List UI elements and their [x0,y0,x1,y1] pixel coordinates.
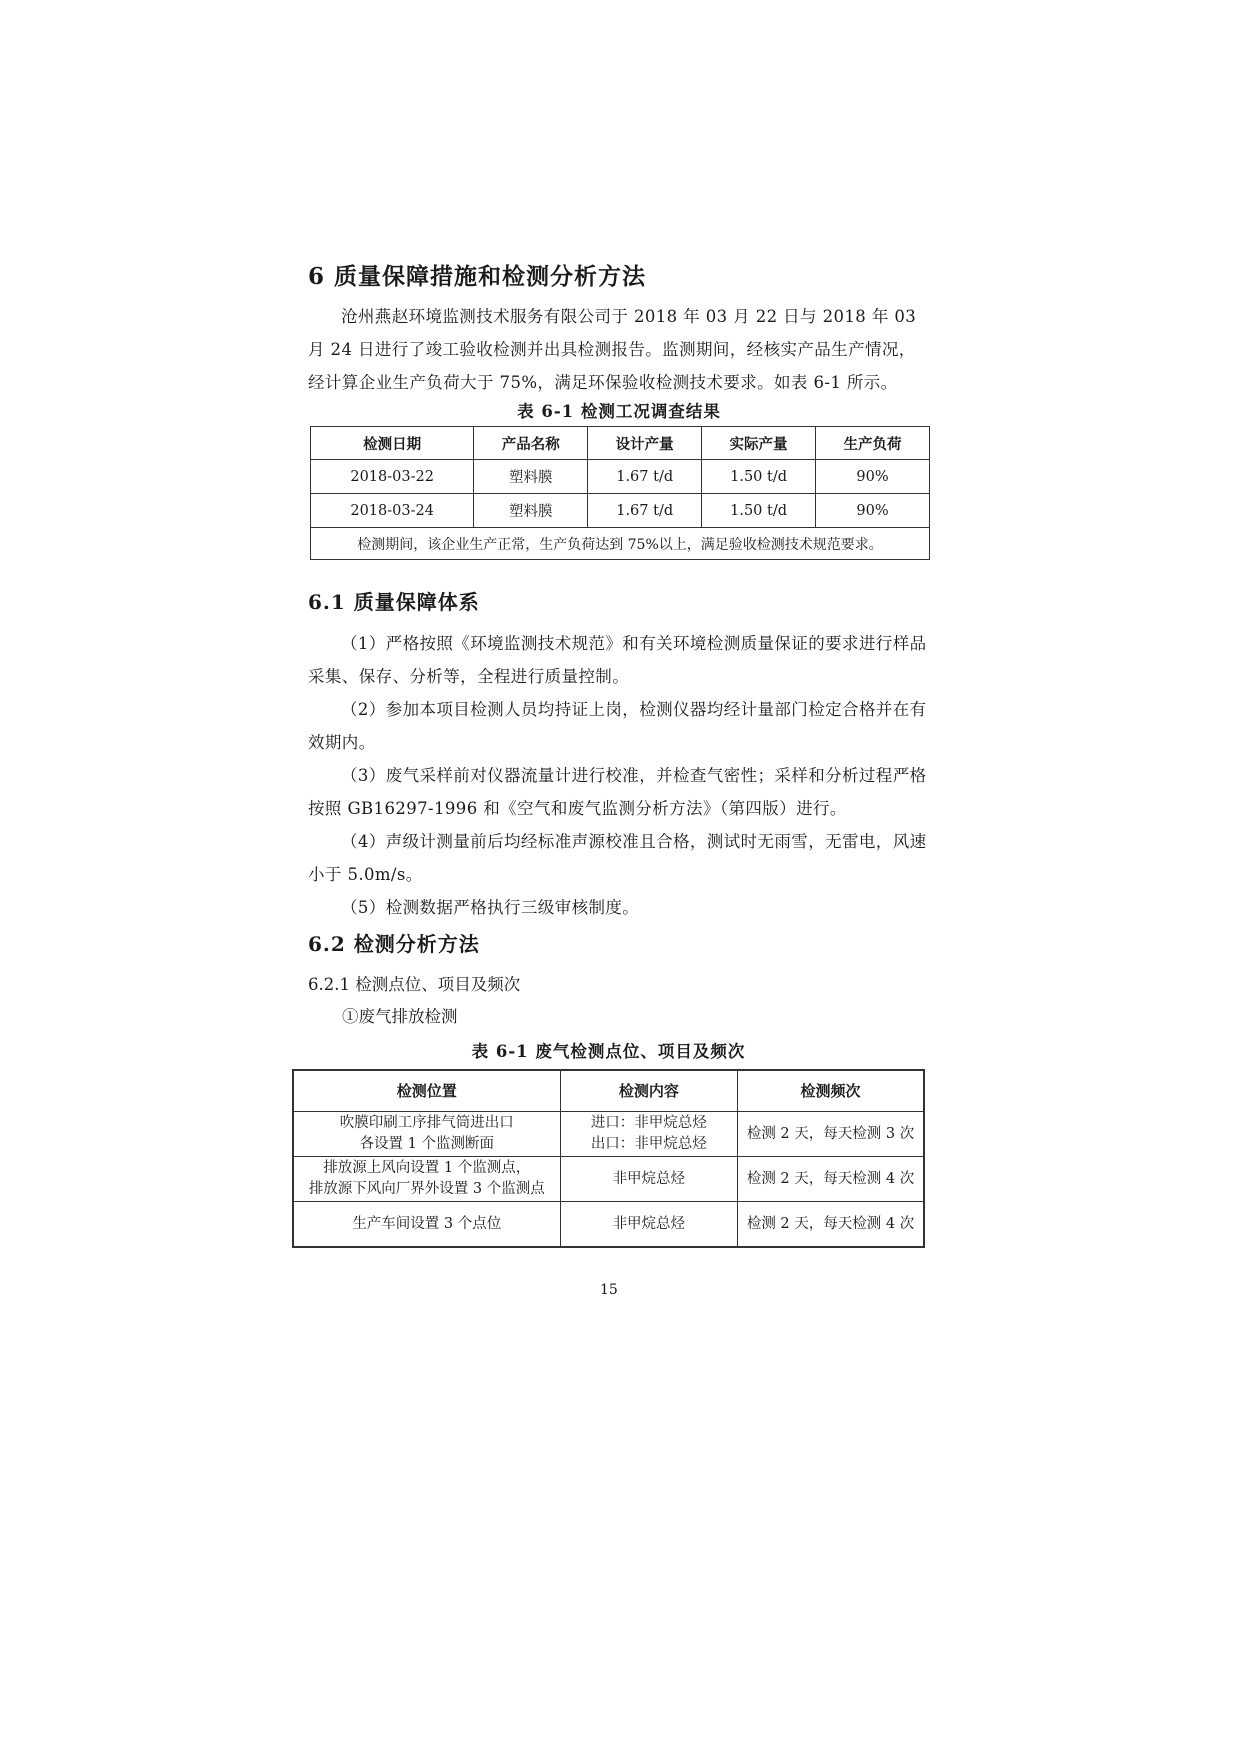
table1-header-design-output: 设计产量 [588,427,702,460]
cell-line: 吹膜印刷工序排气筒进出口 [339,1115,514,1131]
table-cell: 90% [816,494,930,528]
waste-gas-heading: ①废气排放检测 [342,1007,458,1026]
table-row [293,1157,924,1202]
cell-line: 非甲烷总烃 [612,1215,686,1232]
table-cell-content [560,1112,737,1157]
table2-header-content: 检测内容 [560,1070,737,1112]
qa-item-2: （2）参加本项目检测人员均持证上岗，检测仪器均经计量部门检定合格并在有效期内。 [308,700,927,752]
qa-item-3: （3）废气采样前对仪器流量计进行校准，并检查气密性；采样和分析过程严格按照 GB16297-1996 和《空气和废气监测分析方法》（第四版）进行。 [308,766,927,818]
table1-caption: 表 6-1 检测工况调查结果 [517,402,721,421]
cell-line: 各设置 1 个监测断面 [359,1136,495,1152]
table-cell: 1.67 t/d [588,494,702,528]
table2 [292,1069,925,1248]
page-number: 15 [600,1282,618,1298]
table1-header-row [311,427,930,460]
table-cell: 2018-03-24 [311,494,474,528]
table1-note: 检测期间，该企业生产正常，生产负荷达到 75%以上，满足验收检测技术规范要求。 [311,528,930,560]
table1-header-load: 生产负荷 [816,427,930,460]
subsection-6-1-title: 6.1 质量保障体系 [308,590,480,614]
table-cell: 塑料膜 [474,494,588,528]
subsection-6-2-1: 6.2.1 检测点位、项目及频次 [308,975,521,994]
table1-note-row [311,528,930,560]
cell-line: 排放源下风向厂界外设置 3 个监测点 [308,1181,545,1197]
quality-assurance-list [308,627,930,924]
table-row [311,460,930,494]
table2-header-location: 检测位置 [293,1070,560,1112]
cell-line: 进口：非甲烷总烃 [590,1115,707,1131]
cell-line: 生产车间设置 3 个点位 [352,1215,502,1232]
table-cell-content [560,1202,737,1248]
table-cell-frequency: 检测 2 天，每天检测 4 次 [738,1202,924,1248]
cell-line: 排放源上风向设置 1 个监测点， [323,1160,531,1176]
qa-item-5: （5）检测数据严格执行三级审核制度。 [341,898,640,917]
table-row [293,1202,924,1248]
subsection-6-2-title: 6.2 检测分析方法 [308,932,480,956]
table2-header-row [293,1070,924,1112]
intro-text: 沧州燕赵环境监测技术服务有限公司于 2018 年 03 月 22 日与 2018 年 03 月 24 日进行了竣工验收检测并出具检测报告。监测期间，经核实产品生产情况，经计算企业生产负荷大于 75%，满足环保验收检测技术要求。如表 6-1 所示。 [308,307,917,392]
table-row [311,494,930,528]
table-cell-frequency: 检测 2 天，每天检测 4 次 [738,1157,924,1202]
table1-header-date: 检测日期 [311,427,474,460]
table-cell: 1.67 t/d [588,460,702,494]
table-cell-location [293,1202,560,1248]
section-title: 6 质量保障措施和检测分析方法 [308,263,647,290]
table-row [293,1112,924,1157]
cell-line: 出口：非甲烷总烃 [590,1136,707,1152]
table1-header-product: 产品名称 [474,427,588,460]
table1-header-actual-output: 实际产量 [702,427,816,460]
table1 [310,426,930,560]
table-cell: 90% [816,460,930,494]
cell-line: 非甲烷总烃 [612,1170,686,1187]
table-cell-location [293,1112,560,1157]
table-cell: 1.50 t/d [702,494,816,528]
table-cell: 2018-03-22 [311,460,474,494]
table-cell-content [560,1157,737,1202]
intro-paragraph [308,300,930,399]
table2-caption: 表 6-1 废气检测点位、项目及频次 [471,1042,746,1061]
qa-item-1: （1）严格按照《环境监测技术规范》和有关环境检测质量保证的要求进行样品采集、保存、分析等，全程进行质量控制。 [308,634,927,686]
table-cell-location [293,1157,560,1202]
table-cell: 塑料膜 [474,460,588,494]
table-cell-frequency: 检测 2 天，每天检测 3 次 [738,1112,924,1157]
qa-item-4: （4）声级计测量前后均经标准声源校准且合格，测试时无雨雪，无雷电，风速小于 5.0m/s。 [308,832,927,884]
table-cell: 1.50 t/d [702,460,816,494]
table2-header-frequency: 检测频次 [738,1070,924,1112]
